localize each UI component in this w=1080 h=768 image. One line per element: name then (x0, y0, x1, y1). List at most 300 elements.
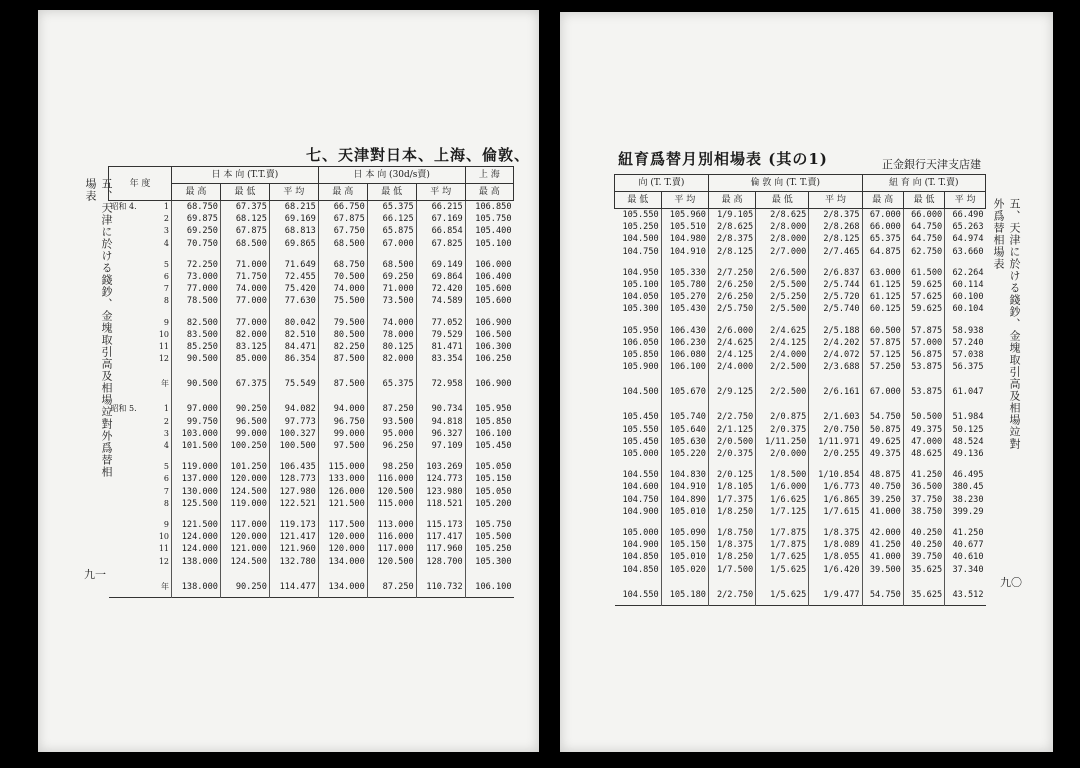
source-note: 正金銀行天津支店建 (882, 158, 981, 171)
row-spacer (615, 460, 986, 469)
table-cell: 2/0.875 (756, 411, 809, 423)
table-cell: 83.500 (172, 329, 221, 341)
table-cell: 71.750 (220, 271, 269, 283)
table-cell: 2/4.625 (708, 337, 755, 349)
month-label: 1 (163, 202, 169, 211)
left-margin-caption: 五、天津に於ける錢鈔、金塊取引高及相場竝對外爲替相場表 (84, 178, 113, 478)
japan-30d-header: 日 本 向 (30d/s賣) (318, 167, 465, 184)
spacer-cell (220, 394, 269, 403)
left-page-heading: 七、天津對日本、上海、倫敦、 (306, 146, 531, 164)
table-cell: 119.173 (269, 519, 318, 531)
table-cell: 105.670 (661, 382, 708, 402)
table-cell: 124.500 (220, 556, 269, 568)
table-cell: 43.512 (945, 585, 986, 606)
era-label: 昭和 4. (110, 202, 137, 211)
table-row (109, 428, 514, 440)
table-cell: 68.813 (269, 225, 318, 237)
table-cell: 2/5.740 (809, 303, 862, 315)
table-row (109, 213, 514, 225)
table-cell: 120.000 (220, 531, 269, 543)
table-cell: 68.125 (220, 213, 269, 225)
table-cell: 94.000 (318, 403, 367, 415)
table-cell: 104.890 (661, 494, 708, 506)
table-row (109, 531, 514, 543)
spacer-cell (269, 394, 318, 403)
table-cell: 79.500 (318, 317, 367, 329)
spacer-cell (615, 576, 662, 585)
row-label (109, 271, 172, 283)
month-label: 11 (158, 544, 169, 554)
row-label (109, 556, 172, 568)
col-header-lowest: 最 低 (615, 192, 662, 209)
row-spacer (109, 308, 514, 317)
table-cell: 62.264 (945, 267, 986, 279)
table-cell: 103.000 (172, 428, 221, 440)
table-cell: 106.900 (465, 374, 513, 394)
table-cell: 82.500 (172, 317, 221, 329)
spacer-cell (809, 460, 862, 469)
table-cell: 104.050 (622, 292, 659, 303)
table-cell: 2/4.625 (756, 325, 809, 337)
table-cell: 40.677 (945, 539, 986, 551)
table-cell: 124.500 (220, 486, 269, 498)
spacer-cell (862, 460, 903, 469)
table-cell: 104.550 (622, 589, 659, 600)
spacer-cell (945, 373, 986, 382)
table-cell: 2/8.000 (756, 221, 809, 233)
spacer-cell (862, 258, 903, 267)
spacer-cell (367, 510, 416, 519)
table-cell: 77.000 (220, 295, 269, 307)
spacer-cell (903, 518, 944, 527)
spacer-cell (220, 365, 269, 374)
table-cell: 40.250 (903, 539, 944, 551)
table-cell: 2/6.837 (809, 267, 862, 279)
table-cell: 98.250 (367, 461, 416, 473)
spacer-cell (708, 373, 755, 382)
table-cell: 399.29 (945, 506, 986, 518)
table-cell: 1/8.500 (756, 469, 809, 481)
row-spacer (109, 365, 514, 374)
table-cell: 105.850 (622, 350, 659, 361)
table-cell: 72.250 (172, 259, 221, 271)
table-cell: 121.417 (269, 531, 318, 543)
table-cell: 2/7.465 (809, 246, 862, 258)
table-cell: 90.500 (172, 353, 221, 365)
table-cell: 64.750 (903, 233, 944, 245)
month-label: 2 (163, 416, 169, 426)
month-label: 4 (163, 441, 169, 451)
spacer-cell (220, 452, 269, 461)
table-cell: 41.250 (903, 469, 944, 481)
table-cell: 93.500 (367, 416, 416, 428)
row-spacer (109, 394, 514, 403)
table-cell: 105.270 (661, 291, 708, 303)
table-cell: 117.000 (220, 519, 269, 531)
table-cell: 40.250 (903, 527, 944, 539)
table-cell: 105.000 (622, 528, 659, 539)
table-cell: 1/11.971 (809, 436, 862, 448)
table-cell: 104.950 (622, 267, 659, 278)
month-label: 1 (163, 404, 169, 414)
col-header-lowest: 最 低 (903, 192, 944, 209)
right-page (560, 12, 1053, 752)
col-header-highest: 最 高 (862, 192, 903, 209)
table-cell: 90.734 (416, 403, 465, 415)
london-tt-header: 倫 敦 向 (T. T.賣) (708, 175, 862, 192)
table-cell: 60.114 (945, 279, 986, 291)
col-header-lowest: 最 低 (756, 192, 809, 209)
table-cell: 119.000 (172, 461, 221, 473)
table-cell: 94.818 (416, 416, 465, 428)
month-label: 年 (161, 379, 169, 389)
table-cell: 105.750 (465, 519, 513, 531)
table-cell: 71.000 (220, 259, 269, 271)
table-cell: 104.850 (622, 552, 659, 563)
spacer-cell (862, 576, 903, 585)
table-cell: 121.500 (318, 498, 367, 510)
table-cell: 1/7.125 (756, 506, 809, 518)
table-cell: 130.000 (172, 486, 221, 498)
spacer-cell (269, 452, 318, 461)
table-cell: 105.050 (465, 486, 513, 498)
shanghai-header: 上 海 (465, 167, 513, 184)
row-label (109, 374, 172, 394)
table-cell: 101.500 (172, 440, 221, 452)
table-cell: 104.750 (622, 246, 659, 257)
spacer-cell (862, 373, 903, 382)
table-cell: 57.625 (903, 291, 944, 303)
spacer-cell (465, 568, 513, 577)
table-cell: 106.900 (465, 317, 513, 329)
table-cell: 2/2.500 (756, 361, 809, 373)
table-row (109, 473, 514, 485)
table-cell: 49.136 (945, 448, 986, 460)
table-cell: 2/6.250 (708, 279, 755, 291)
spacer-cell (903, 316, 944, 325)
table-cell: 65.375 (367, 374, 416, 394)
table-row (109, 271, 514, 283)
spacer-cell (416, 510, 465, 519)
table-row (109, 403, 514, 415)
right-margin-caption: 五、天津に於ける錢鈔、金塊取引高及相場竝對外爲替相場表 (992, 198, 1021, 450)
table-cell: 121.000 (220, 543, 269, 555)
table-cell: 105.900 (622, 362, 659, 373)
table-row (109, 259, 514, 271)
table-cell: 66.854 (416, 225, 465, 237)
spacer-cell (220, 250, 269, 259)
table-cell: 105.330 (661, 267, 708, 279)
table-cell: 104.550 (622, 470, 659, 481)
table-cell: 106.000 (465, 259, 513, 271)
spacer-cell (367, 250, 416, 259)
table-cell: 105.430 (661, 303, 708, 315)
table-cell: 2/3.688 (809, 361, 862, 373)
spacer-cell (172, 568, 221, 577)
row-label (109, 543, 172, 555)
month-label: 8 (163, 498, 169, 508)
table-row (109, 329, 514, 341)
table-cell: 57.240 (945, 337, 986, 349)
table-cell: 50.875 (862, 424, 903, 436)
table-cell: 120.500 (367, 486, 416, 498)
table-cell: 1/7.875 (756, 527, 809, 539)
spacer-cell (809, 373, 862, 382)
table-cell: 90.500 (172, 374, 221, 394)
spacer-cell (172, 510, 221, 519)
table-cell: 66.125 (367, 213, 416, 225)
spacer-cell (416, 568, 465, 577)
table-row (615, 469, 986, 481)
table-cell: 64.875 (862, 246, 903, 258)
table-cell: 87.500 (318, 374, 367, 394)
spacer-cell (903, 402, 944, 411)
row-label (109, 317, 172, 329)
table-cell: 67.875 (318, 213, 367, 225)
table-cell: 54.750 (862, 585, 903, 606)
table-cell: 67.000 (862, 209, 903, 222)
table-row (615, 267, 986, 279)
table-cell: 51.984 (945, 411, 986, 423)
spacer-cell (661, 258, 708, 267)
row-spacer (615, 373, 986, 382)
spacer-cell (708, 258, 755, 267)
right-rate-table (614, 174, 986, 606)
table-cell: 96.500 (220, 416, 269, 428)
table-row (615, 361, 986, 373)
table-cell: 106.230 (661, 337, 708, 349)
spacer-cell (862, 402, 903, 411)
table-cell: 115.000 (318, 461, 367, 473)
table-cell: 69.250 (172, 225, 221, 237)
table-cell: 87.250 (367, 403, 416, 415)
table-cell: 39.250 (862, 494, 903, 506)
spacer-cell (416, 394, 465, 403)
table-cell: 78.500 (172, 295, 221, 307)
table-cell: 87.500 (318, 353, 367, 365)
table-cell: 77.000 (172, 283, 221, 295)
table-cell: 80.125 (367, 341, 416, 353)
spacer-cell (416, 365, 465, 374)
table-cell: 113.000 (367, 519, 416, 531)
spacer-cell (172, 250, 221, 259)
table-cell: 138.000 (172, 577, 221, 598)
table-row (615, 551, 986, 563)
table-cell: 2/0.000 (756, 448, 809, 460)
table-cell: 67.375 (220, 374, 269, 394)
table-row (615, 325, 986, 337)
table-cell: 39.500 (862, 564, 903, 576)
table-cell: 126.000 (318, 486, 367, 498)
spacer-cell (903, 576, 944, 585)
table-cell: 2/0.255 (809, 448, 862, 460)
spacer-cell (615, 518, 662, 527)
spacer-cell (756, 258, 809, 267)
table-row (615, 436, 986, 448)
table-cell: 2/8.000 (756, 233, 809, 245)
table-cell: 38.230 (945, 494, 986, 506)
table-cell: 68.500 (220, 238, 269, 250)
table-cell: 117.960 (416, 543, 465, 555)
table-cell: 120.000 (318, 543, 367, 555)
spacer-cell (172, 394, 221, 403)
spacer-cell (367, 568, 416, 577)
table-row (109, 556, 514, 568)
table-cell: 104.500 (622, 234, 659, 245)
table-cell: 123.980 (416, 486, 465, 498)
table-cell: 106.300 (465, 341, 513, 353)
month-label: 9 (163, 317, 169, 327)
row-spacer (109, 510, 514, 519)
spacer-cell (661, 402, 708, 411)
table-cell: 72.455 (269, 271, 318, 283)
row-label (109, 461, 172, 473)
spacer-cell (945, 460, 986, 469)
row-label (109, 428, 172, 440)
table-cell: 67.750 (318, 225, 367, 237)
spacer-cell (903, 258, 944, 267)
row-label (109, 519, 172, 531)
right-page-number: 九〇 (1000, 576, 1022, 589)
table-row (109, 283, 514, 295)
table-row (615, 564, 986, 576)
spacer-cell (708, 316, 755, 325)
month-label: 10 (158, 329, 169, 339)
table-cell: 63.000 (862, 267, 903, 279)
year-column-header: 年 度 (109, 167, 172, 201)
table-cell: 85.000 (220, 353, 269, 365)
table-cell: 105.950 (465, 403, 513, 415)
row-label (109, 440, 172, 452)
col-header-average: 平 均 (945, 192, 986, 209)
spacer-cell (318, 510, 367, 519)
table-cell: 36.500 (903, 481, 944, 493)
table-row (615, 494, 986, 506)
table-cell: 38.750 (903, 506, 944, 518)
table-cell: 106.050 (622, 337, 659, 348)
table-cell: 104.500 (622, 387, 659, 398)
table-cell: 69.865 (269, 238, 318, 250)
table-cell: 2/7.250 (708, 267, 755, 279)
table-cell: 1/8.250 (708, 551, 755, 563)
table-cell: 138.000 (172, 556, 221, 568)
table-cell: 48.875 (862, 469, 903, 481)
spacer-cell (220, 510, 269, 519)
table-cell: 68.215 (269, 201, 318, 214)
table-cell: 1/7.615 (809, 506, 862, 518)
table-cell: 66.000 (903, 209, 944, 222)
table-cell: 132.780 (269, 556, 318, 568)
table-cell: 57.250 (862, 361, 903, 373)
table-row (109, 295, 514, 307)
table-cell: 74.589 (416, 295, 465, 307)
table-cell: 105.250 (465, 543, 513, 555)
table-row (615, 337, 986, 349)
table-cell: 65.875 (367, 225, 416, 237)
table-cell: 1/11.250 (756, 436, 809, 448)
table-row (615, 527, 986, 539)
table-cell: 84.471 (269, 341, 318, 353)
table-cell: 105.450 (622, 436, 659, 447)
table-cell: 100.250 (220, 440, 269, 452)
table-cell: 57.000 (903, 337, 944, 349)
spacer-cell (862, 518, 903, 527)
table-cell: 117.417 (416, 531, 465, 543)
table-cell: 94.082 (269, 403, 318, 415)
table-cell: 2/0.500 (708, 436, 755, 448)
month-label: 5 (163, 462, 169, 472)
spacer-cell (367, 365, 416, 374)
table-cell: 67.000 (367, 238, 416, 250)
table-cell: 105.090 (661, 527, 708, 539)
row-spacer (109, 250, 514, 259)
table-cell: 2/0.750 (809, 424, 862, 436)
table-cell: 104.910 (661, 481, 708, 493)
table-cell: 105.150 (465, 473, 513, 485)
table-cell: 66.215 (416, 201, 465, 214)
month-label: 8 (163, 296, 169, 306)
month-label: 年 (161, 581, 169, 591)
table-cell: 105.200 (465, 498, 513, 510)
table-cell: 81.471 (416, 341, 465, 353)
table-cell: 70.500 (318, 271, 367, 283)
spacer-cell (945, 316, 986, 325)
table-cell: 2/6.161 (809, 382, 862, 402)
row-label (109, 283, 172, 295)
table-row (615, 585, 986, 606)
table-cell: 105.750 (465, 213, 513, 225)
table-cell: 95.000 (367, 428, 416, 440)
table-row (109, 317, 514, 329)
table-cell: 1/5.625 (756, 585, 809, 606)
table-cell: 86.354 (269, 353, 318, 365)
table-cell: 105.850 (465, 416, 513, 428)
left-page-number: 九一 (84, 568, 106, 581)
month-label: 4 (163, 238, 169, 248)
table-cell: 124.000 (172, 543, 221, 555)
spacer-cell (109, 394, 172, 403)
table-cell: 1/9.477 (809, 585, 862, 606)
table-cell: 39.750 (903, 551, 944, 563)
spacer-cell (109, 250, 172, 259)
table-cell: 106.500 (465, 329, 513, 341)
spacer-cell (661, 518, 708, 527)
table-cell: 1/6.865 (809, 494, 862, 506)
table-cell: 87.250 (367, 577, 416, 598)
table-row (615, 448, 986, 460)
spacer-cell (809, 576, 862, 585)
table-cell: 66.750 (318, 201, 367, 214)
table-cell: 2/6.500 (756, 267, 809, 279)
table-cell: 69.875 (172, 213, 221, 225)
table-cell: 57.875 (903, 325, 944, 337)
table-cell: 104.910 (661, 246, 708, 258)
table-cell: 2/6.250 (708, 291, 755, 303)
spacer-cell (220, 568, 269, 577)
spacer-cell (465, 452, 513, 461)
era-label: 昭和 5. (110, 404, 137, 414)
table-cell: 137.000 (172, 473, 221, 485)
table-cell: 105.150 (661, 539, 708, 551)
table-cell: 116.000 (367, 473, 416, 485)
table-cell: 2/5.250 (756, 291, 809, 303)
table-row (615, 424, 986, 436)
table-cell: 1/8.105 (708, 481, 755, 493)
spacer-cell (367, 394, 416, 403)
table-cell: 105.600 (465, 283, 513, 295)
table-cell: 74.000 (367, 317, 416, 329)
table-row (109, 374, 514, 394)
